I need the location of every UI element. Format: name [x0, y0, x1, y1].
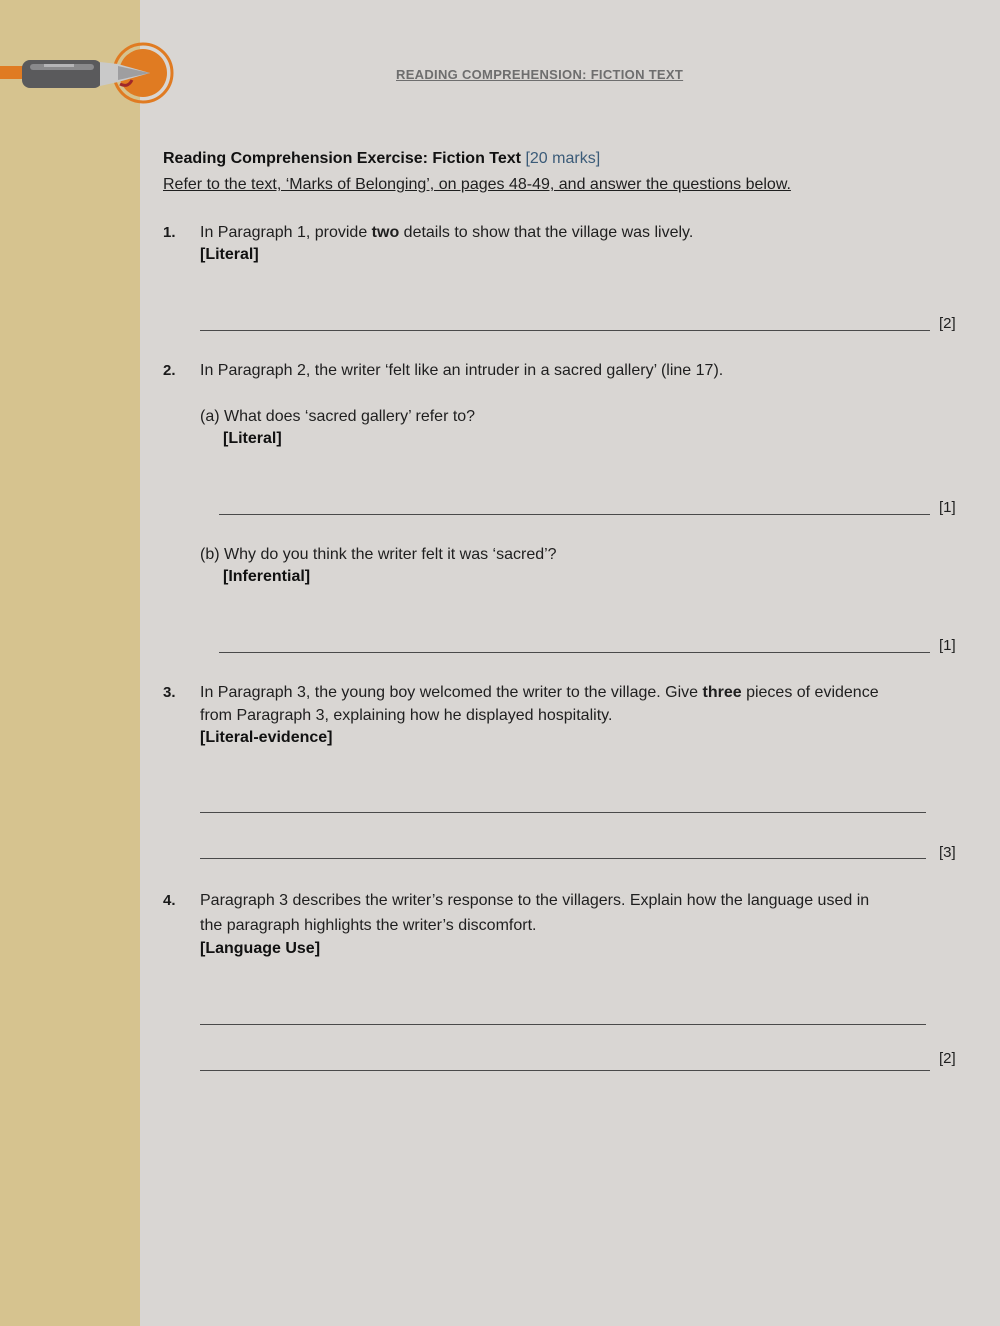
q4-score: [2]: [939, 1050, 956, 1067]
q3-text-line2: from Paragraph 3, explaining how he displayed hospitality.: [200, 707, 613, 724]
q2-number: 2.: [163, 362, 176, 379]
fountain-pen-icon: [0, 40, 180, 110]
q4-text-line2: the paragraph highlights the writer’s discomfort.: [200, 917, 537, 934]
q4-answer-line-2[interactable]: [200, 1070, 930, 1071]
q4-text-line1: Paragraph 3 describes the writer’s response to the villagers. Explain how the language used in: [200, 892, 870, 909]
q2a-text: (a) What does ‘sacred gallery’ refer to?: [200, 408, 476, 425]
q2b-text: (b) Why do you think the writer felt it was ‘sacred’?: [200, 546, 557, 563]
exercise-title-text: Reading Comprehension Exercise: Fiction Text: [163, 150, 521, 167]
q2a-answer-line[interactable]: [219, 514, 930, 515]
side-band: [0, 0, 140, 1326]
q4-tag: [Language Use]: [200, 940, 321, 957]
total-marks: [20 marks]: [525, 150, 601, 167]
q3-keyword: three: [702, 684, 742, 701]
q3-answer-line-1[interactable]: [200, 812, 926, 813]
exercise-title: [163, 150, 600, 168]
q3-tag: [Literal-evidence]: [200, 729, 333, 746]
q2a-score: [1]: [939, 499, 956, 516]
q2a-tag: [Literal]: [223, 430, 282, 447]
q4-answer-line-1[interactable]: [200, 1024, 926, 1025]
q1-keyword: two: [371, 224, 400, 241]
running-head: READING COMPREHENSION: FICTION TEXT: [396, 67, 684, 82]
q3-score: [3]: [939, 844, 956, 861]
q1-text: [200, 221, 693, 244]
q4-number: 4.: [163, 892, 176, 909]
q1-number: 1.: [163, 224, 176, 241]
q3-answer-line-2[interactable]: [200, 858, 926, 859]
q3-text-part: In Paragraph 3, the young boy welcomed the writer to the village. Give: [200, 684, 703, 701]
q1-text-part: In Paragraph 1, provide: [200, 224, 372, 241]
q3-text: [200, 681, 920, 704]
q3-number: 3.: [163, 684, 176, 701]
exercise-instruction: Refer to the text, ‘Marks of Belonging’, on pages 48-49, and answer the questions below.: [163, 176, 791, 193]
q2b-answer-line[interactable]: [219, 652, 930, 653]
q1-text-part: details to show that the village was lively.: [399, 224, 694, 241]
q2b-tag: [Inferential]: [223, 568, 311, 585]
q3-text-part: pieces of evidence: [741, 684, 879, 701]
q1-score: [2]: [939, 315, 956, 332]
q1-tag: [Literal]: [200, 246, 259, 263]
q2b-score: [1]: [939, 637, 956, 654]
q1-answer-line[interactable]: [200, 330, 930, 331]
q2-text: In Paragraph 2, the writer ‘felt like an intruder in a sacred gallery’ (line 17).: [200, 362, 724, 379]
